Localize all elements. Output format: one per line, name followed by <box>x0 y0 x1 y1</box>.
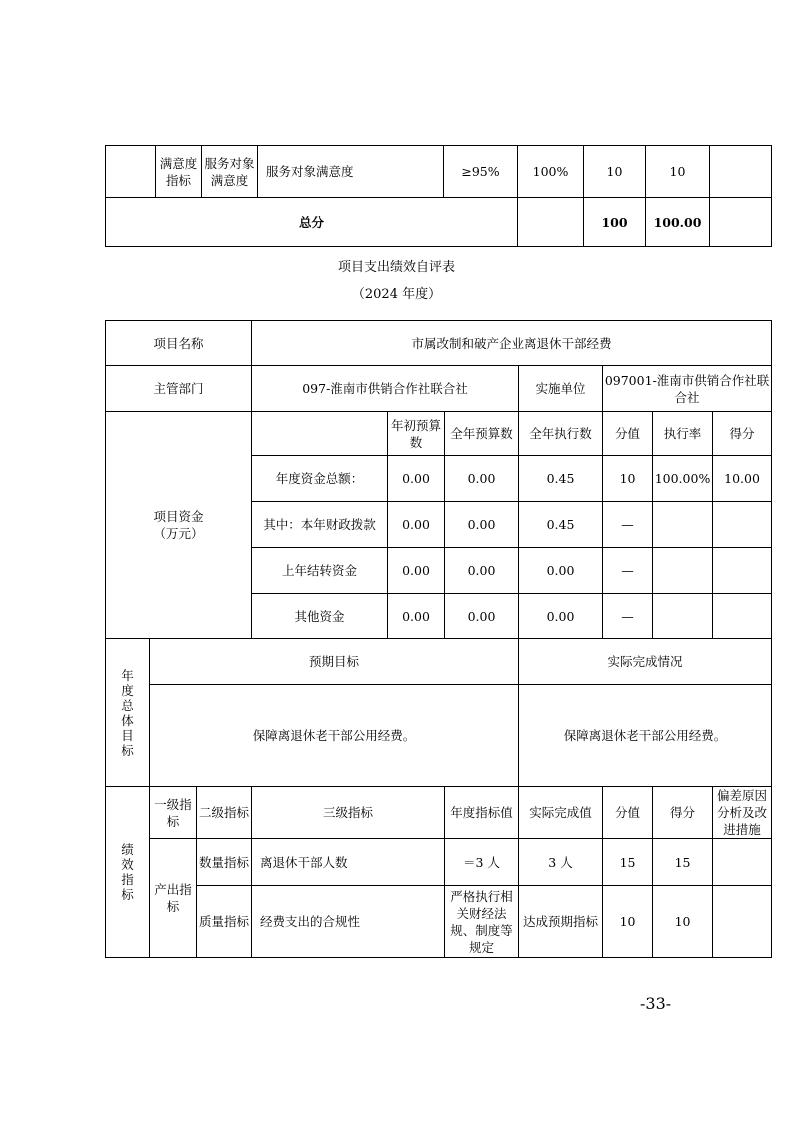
total-score-value: 100 <box>584 198 646 247</box>
project-name-label: 项目名称 <box>106 321 252 366</box>
perf-row-reason <box>713 886 772 958</box>
perf-row-target: ＝3 人 <box>445 839 519 886</box>
dept-value: 097-淮南市供销合作社联合社 <box>252 366 519 412</box>
perf-row-actual: 达成预期指标 <box>519 886 603 958</box>
perf-row <box>106 839 772 886</box>
funds-row-executed: 0.45 <box>519 456 603 502</box>
perf-label: 绩 效 指 标 <box>106 787 150 958</box>
goals-content-row <box>106 685 772 787</box>
perf-header-score: 得分 <box>653 787 713 839</box>
funds-header-annual: 全年预算数 <box>445 412 519 456</box>
perf-header-target: 年度指标值 <box>445 787 519 839</box>
funds-row-score-value: — <box>603 502 653 548</box>
funds-row-score: 10.00 <box>713 456 772 502</box>
perf-row-score: 15 <box>653 839 713 886</box>
dept-label: 主管部门 <box>106 366 252 412</box>
perf-row-reason <box>713 839 772 886</box>
perf-row-actual: 3 人 <box>519 839 603 886</box>
goals-expected-label: 预期目标 <box>150 639 519 685</box>
funds-row-annual: 0.00 <box>445 548 519 594</box>
level2-cell: 满意度指标 <box>156 146 202 198</box>
funds-row-score <box>713 502 772 548</box>
unit-label: 实施单位 <box>519 366 603 412</box>
perf-row-score-value: 10 <box>603 886 653 958</box>
top-table <box>105 145 772 247</box>
funds-row-annual: 0.00 <box>445 502 519 548</box>
score-cell: 10 <box>646 146 710 198</box>
funds-row-score-value: 10 <box>603 456 653 502</box>
funds-row-score-value: — <box>603 594 653 639</box>
perf-header-level3: 三级指标 <box>252 787 445 839</box>
goals-actual-label: 实际完成情况 <box>519 639 772 685</box>
total-empty <box>518 198 584 247</box>
perf-header-level1: 一级指标 <box>150 787 197 839</box>
perf-row-level2: 质量指标 <box>197 886 252 958</box>
funds-header-initial: 年初预算数 <box>388 412 445 456</box>
funds-header-blank <box>252 412 388 456</box>
funds-row-initial: 0.00 <box>388 548 445 594</box>
indicator-cell: 服务对象满意度 <box>258 146 444 198</box>
page-number: -33- <box>640 994 672 1013</box>
satisfaction-row <box>106 146 772 198</box>
perf-row-level3: 经费支出的合规性 <box>252 886 445 958</box>
level1-cell <box>106 146 156 198</box>
dept-row <box>106 366 772 412</box>
total-score: 100.00 <box>646 198 710 247</box>
perf-row-level2: 数量指标 <box>197 839 252 886</box>
target-cell: ≥95% <box>444 146 518 198</box>
perf-row-target: 严格执行相关财经法规、制度等规定 <box>445 886 519 958</box>
perf-header-score-value: 分值 <box>603 787 653 839</box>
total-label: 总分 <box>106 198 518 247</box>
unit-value: 097001-淮南市供销合作社联合社 <box>603 366 772 412</box>
funds-row-name: 年度资金总额： <box>252 456 388 502</box>
funds-header-score: 得分 <box>713 412 772 456</box>
actual-cell: 100% <box>518 146 584 198</box>
perf-row <box>106 886 772 958</box>
perf-level1: 产出指标 <box>150 839 197 958</box>
funds-row-annual: 0.00 <box>445 594 519 639</box>
funds-header-row <box>106 412 772 456</box>
funds-row-name: 其他资金 <box>252 594 388 639</box>
funds-row-executed: 0.00 <box>519 594 603 639</box>
funds-row-initial: 0.00 <box>388 502 445 548</box>
main-table <box>105 320 772 958</box>
reason-cell <box>710 146 772 198</box>
funds-header-score-value: 分值 <box>603 412 653 456</box>
funds-header-rate: 执行率 <box>653 412 713 456</box>
level3-cell: 服务对象满意度 <box>202 146 258 198</box>
funds-row-score <box>713 594 772 639</box>
goals-expected: 保障离退休老干部公用经费。 <box>150 685 519 787</box>
funds-row-name: 上年结转资金 <box>252 548 388 594</box>
funds-row-rate <box>653 594 713 639</box>
perf-header-reason: 偏差原因分析及改进措施 <box>713 787 772 839</box>
funds-row-initial: 0.00 <box>388 594 445 639</box>
total-reason <box>710 198 772 247</box>
funds-row-executed: 0.00 <box>519 548 603 594</box>
funds-row-score-value: — <box>603 548 653 594</box>
project-name-value: 市属改制和破产企业离退休干部经费 <box>252 321 772 366</box>
total-row <box>106 198 772 247</box>
perf-row-score: 10 <box>653 886 713 958</box>
perf-header-actual: 实际完成值 <box>519 787 603 839</box>
perf-row-level3: 离退休干部人数 <box>252 839 445 886</box>
perf-header-row <box>106 787 772 839</box>
table-year: （2024 年度） <box>351 287 442 302</box>
table-title: 项目支出绩效自评表 <box>337 260 455 275</box>
goals-actual: 保障离退休老干部公用经费。 <box>519 685 772 787</box>
perf-row-score-value: 15 <box>603 839 653 886</box>
funds-label: 项目资金 （万元） <box>106 412 252 639</box>
funds-row-rate: 100.00% <box>653 456 713 502</box>
score-value-cell: 10 <box>584 146 646 198</box>
funds-row-annual: 0.00 <box>445 456 519 502</box>
goals-label: 年 度 总 体 目 标 <box>106 639 150 787</box>
goals-header-row <box>106 639 772 685</box>
funds-row-executed: 0.45 <box>519 502 603 548</box>
funds-row-score <box>713 548 772 594</box>
funds-row-initial: 0.00 <box>388 456 445 502</box>
project-name-row <box>106 321 772 366</box>
perf-header-level2: 二级指标 <box>197 787 252 839</box>
funds-row-rate <box>653 502 713 548</box>
funds-row-rate <box>653 548 713 594</box>
funds-row-name: 其中：本年财政拨款 <box>252 502 388 548</box>
funds-header-executed: 全年执行数 <box>519 412 603 456</box>
